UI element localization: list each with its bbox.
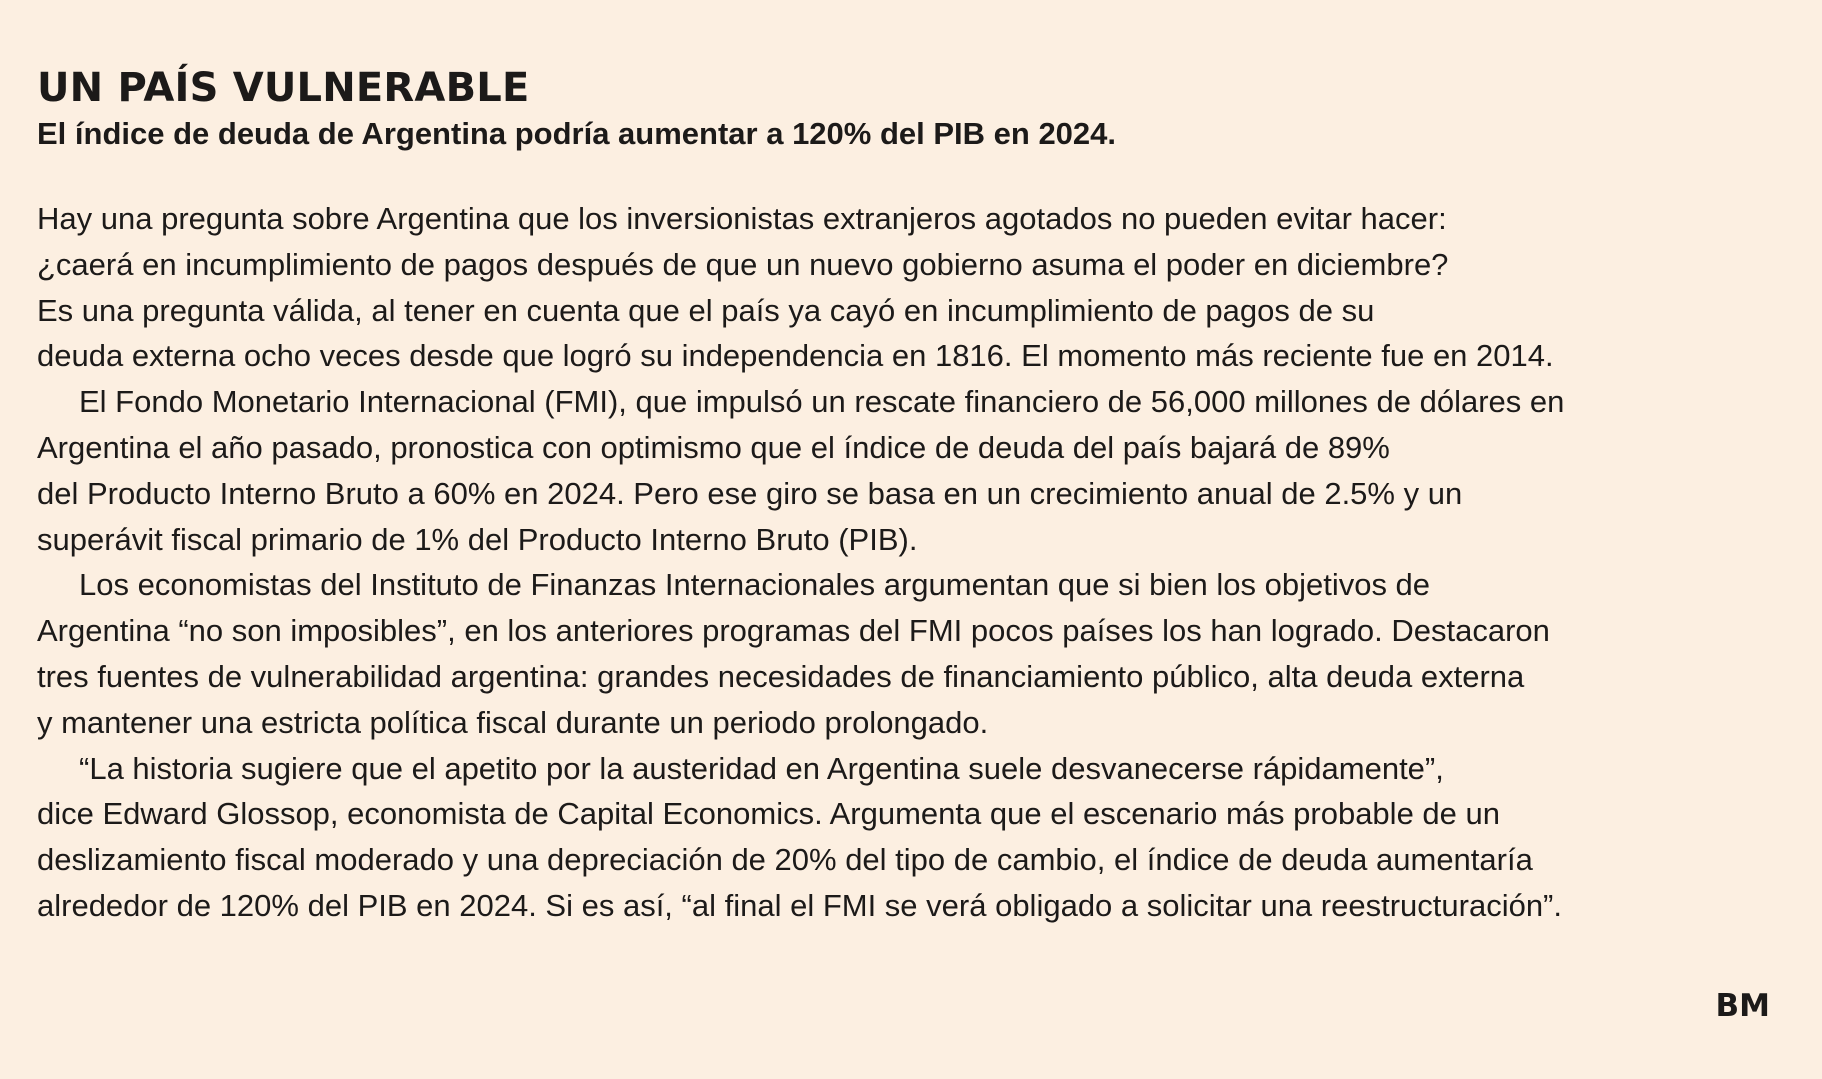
body-line: ¿caerá en incumplimiento de pagos después de que un nuevo gobierno asuma el poder en diciembre?	[37, 246, 1449, 282]
body-line: alrededor de 120% del PIB en 2024. Si es así, “al final el FMI se verá obligado a solicitar una reestructuración”.	[37, 887, 1562, 923]
author-signature: BM	[1715, 988, 1770, 1024]
article	[37, 62, 1797, 929]
body-line: dice Edward Glossop, economista de Capital Economics. Argumenta que el escenario más probable de un	[37, 796, 1500, 832]
body-line: Argentina “no son imposibles”, en los anteriores programas del FMI pocos países los han logrado. Destacaron	[37, 613, 1550, 649]
article-body	[37, 196, 1797, 929]
body-line: Hay una pregunta sobre Argentina que los inversionistas extranjeros agotados no pueden evitar hacer:	[37, 201, 1447, 236]
body-line: deuda externa ocho veces desde que logró su independencia en 1816. El momento más reciente fue en 2014.	[37, 338, 1554, 374]
body-line: deslizamiento fiscal moderado y una depreciación de 20% del tipo de cambio, el índice de deuda aumentaría	[37, 842, 1533, 878]
page-subtitle: El índice de deuda de Argentina podría aumentar a 120% del PIB en 2024.	[37, 116, 1117, 151]
body-line: Es una pregunta válida, al tener en cuenta que el país ya cayó en incumplimiento de pagos de su	[37, 292, 1375, 328]
paragraph-start-line: El Fondo Monetario Internacional (FMI), que impulsó un rescate financiero de 56,000 millones de dólares en	[79, 384, 1565, 420]
paragraph-start-line: “La historia sugiere que el apetito por la austeridad en Argentina suele desvanecerse rápidamente”,	[79, 750, 1444, 786]
paragraph-start-line: Los economistas del Instituto de Finanzas Internacionales argumentan que si bien los objetivos de	[79, 567, 1431, 603]
body-line: tres fuentes de vulnerabilidad argentina: grandes necesidades de financiamiento público, alta deuda externa	[37, 658, 1525, 694]
body-line: superávit fiscal primario de 1% del Producto Interno Bruto (PIB).	[37, 521, 918, 557]
page-title: UN PAÍS VULNERABLE	[37, 65, 530, 111]
body-line: Argentina el año pasado, pronostica con optimismo que el índice de deuda del país bajará de 89%	[37, 429, 1390, 465]
body-line: y mantener una estricta política fiscal durante un periodo prolongado.	[37, 704, 989, 740]
body-line: del Producto Interno Bruto a 60% en 2024. Pero ese giro se basa en un crecimiento anual de 2.5% y un	[37, 475, 1463, 511]
